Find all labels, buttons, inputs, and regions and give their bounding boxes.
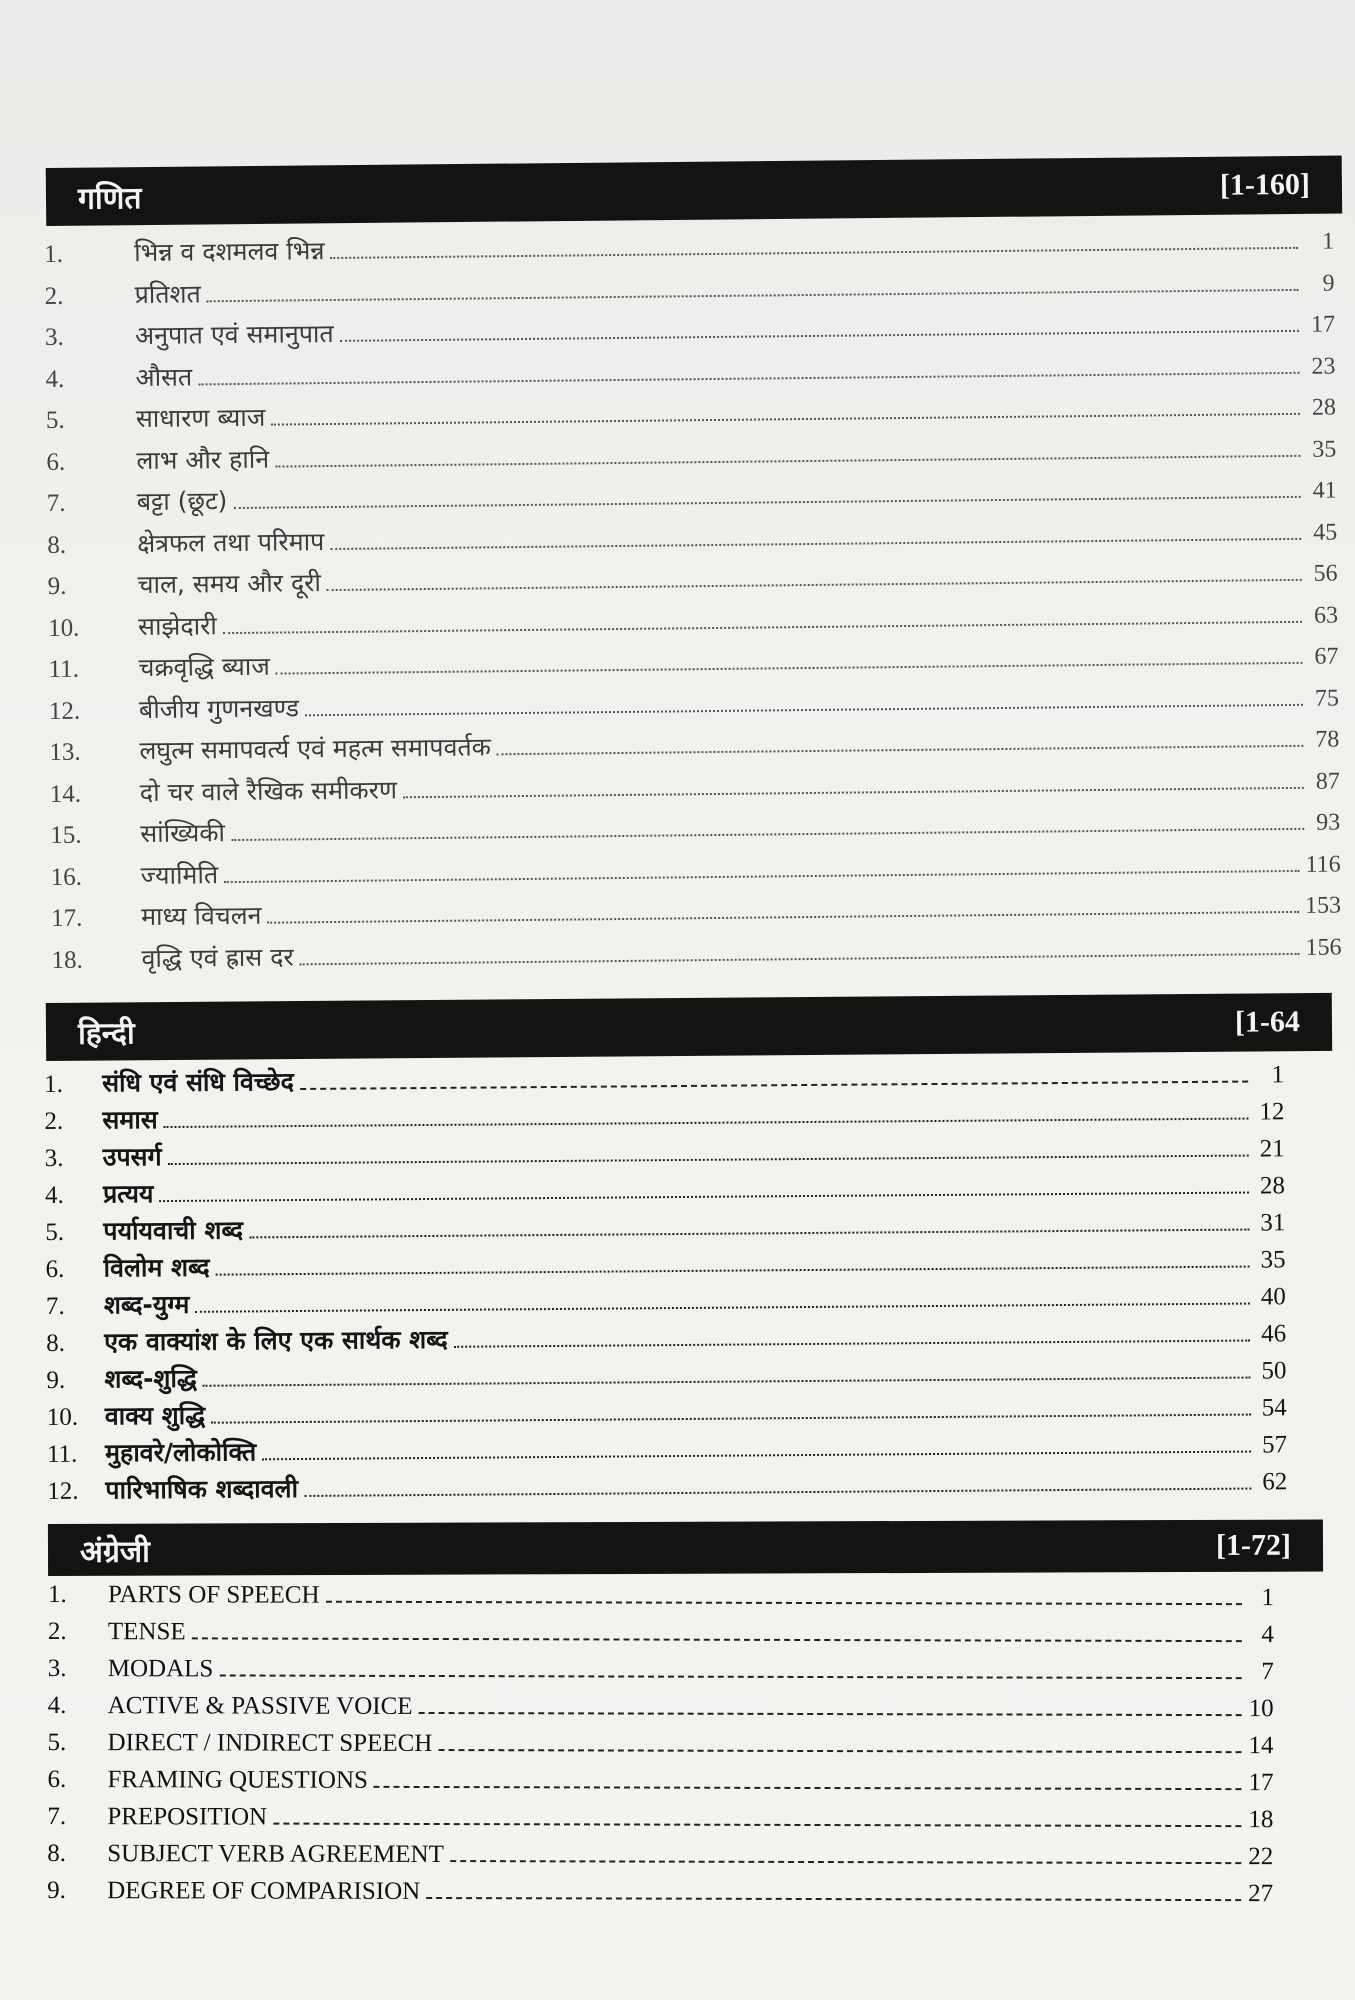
dot-leader — [374, 1786, 1242, 1790]
entry-title: उपसर्ग — [102, 1142, 162, 1172]
entry-title: सांख्यिकी — [140, 818, 226, 849]
entry-page-number: 67 — [1314, 643, 1339, 670]
entry-number: 15. — [50, 821, 82, 849]
entry-page-number: 21 — [1259, 1135, 1285, 1163]
entry-title: TENSE — [107, 1618, 186, 1646]
entry-title: समास — [102, 1105, 158, 1135]
page-range: [1-72] — [1215, 1528, 1292, 1562]
section-title: गणित — [77, 180, 142, 217]
entry-page-number: 62 — [1262, 1468, 1288, 1496]
entry-number: 7. — [45, 1292, 65, 1320]
dot-leader — [438, 1749, 1241, 1753]
entry-number: 10. — [46, 1403, 79, 1431]
section-title: हिन्दी — [77, 1015, 135, 1052]
entry-page-number: 1 — [1321, 228, 1335, 255]
entry-number: 5. — [45, 1218, 65, 1246]
toc-entry — [48, 1655, 1274, 1695]
dot-leader — [192, 1637, 1242, 1642]
entry-page-number: 57 — [1261, 1431, 1288, 1459]
toc-entry — [47, 1803, 1273, 1843]
entry-title: लाभ और हानि — [136, 444, 270, 475]
toc-entry — [48, 1618, 1274, 1658]
entry-title: माध्य विचलन — [140, 900, 262, 932]
entry-number: 8. — [47, 531, 67, 559]
dot-leader — [454, 1340, 1250, 1348]
entry-title: MODALS — [107, 1655, 214, 1683]
dot-leader — [300, 952, 1300, 964]
entry-title: क्षेत्रफल तथा परिमाप — [137, 526, 325, 558]
entry-number: 2. — [44, 282, 64, 310]
entry-page-number: 41 — [1312, 477, 1337, 504]
entry-page-number: 46 — [1261, 1320, 1287, 1348]
dot-leader — [273, 1823, 1241, 1828]
entry-number: 2. — [47, 1617, 67, 1646]
entry-page-number: 35 — [1312, 435, 1337, 463]
dot-leader — [327, 579, 1302, 591]
dot-leader — [211, 1414, 1251, 1424]
entry-page-number: 27 — [1248, 1880, 1274, 1908]
entry-page-number: 54 — [1261, 1394, 1287, 1422]
entry-number: 16. — [50, 863, 83, 891]
entry-page-number: 1 — [1271, 1061, 1285, 1089]
entry-page-number: 35 — [1260, 1246, 1286, 1274]
entry-title: प्रत्यय — [102, 1179, 154, 1209]
dot-leader — [216, 1266, 1250, 1276]
dot-leader — [160, 1192, 1249, 1203]
entry-number: 3. — [47, 1654, 67, 1683]
entry-page-number: 156 — [1305, 933, 1342, 961]
dot-leader — [450, 1860, 1241, 1864]
entry-title: पर्यायवाची शब्द — [103, 1215, 244, 1246]
entry-page-number: 23 — [1311, 352, 1336, 380]
entry-number: 3. — [44, 323, 64, 351]
dot-leader — [426, 1897, 1241, 1901]
entry-number: 18. — [51, 946, 83, 974]
entry-page-number: 17 — [1310, 311, 1336, 338]
dot-leader — [305, 703, 1303, 715]
entry-title: बट्टा (छूट) — [136, 486, 228, 517]
entry-title: मुहावरे/लोकोक्ति — [104, 1437, 257, 1468]
entry-title: DEGREE OF COMPARISION — [107, 1877, 421, 1905]
toc-list-hindi — [44, 1056, 1287, 1510]
dot-leader — [207, 288, 1299, 301]
entry-page-number: 153 — [1304, 892, 1342, 919]
dot-leader — [262, 1451, 1251, 1461]
entry-page-number: 31 — [1260, 1209, 1286, 1237]
entry-title: लघुत्म समापवर्त्य एवं महत्म समापवर्तक — [139, 732, 491, 766]
dot-leader — [233, 496, 1300, 509]
entry-page-number: 9 — [1322, 269, 1335, 297]
entry-number: 9. — [47, 572, 67, 600]
dot-leader — [268, 911, 1300, 924]
entry-page-number: 22 — [1248, 1843, 1274, 1871]
entry-page-number: 28 — [1311, 394, 1337, 421]
toc-entry — [48, 1692, 1274, 1732]
toc-entry — [47, 1766, 1273, 1806]
entry-number: 2. — [44, 1107, 64, 1135]
dot-leader — [271, 413, 1300, 426]
page-range: [1-160] — [1219, 167, 1311, 202]
entry-number: 7. — [47, 1802, 67, 1831]
entry-title: बीजीय गुणनखण्ड — [138, 692, 300, 724]
entry-number: 5. — [45, 406, 65, 434]
dot-leader — [300, 1081, 1248, 1090]
entry-number: 6. — [46, 448, 66, 476]
entry-page-number: 4 — [1261, 1621, 1274, 1649]
dot-leader — [219, 1674, 1241, 1679]
toc-entry — [47, 1877, 1273, 1917]
entry-page-number: 14 — [1248, 1732, 1274, 1760]
section-header-hindi — [46, 993, 1332, 1061]
entry-page-number: 7 — [1261, 1658, 1274, 1686]
entry-page-number: 28 — [1259, 1172, 1286, 1200]
entry-title: ACTIVE & PASSIVE VOICE — [107, 1692, 413, 1720]
entry-number: 3. — [44, 1144, 64, 1172]
entry-title: विलोम शब्द — [103, 1252, 210, 1283]
entry-number: 4. — [45, 365, 65, 393]
entry-title: DIRECT / INDIRECT SPEECH — [107, 1729, 433, 1758]
entry-page-number: 10 — [1248, 1695, 1274, 1723]
entry-page-number: 18 — [1248, 1806, 1274, 1834]
dot-leader — [198, 371, 1299, 385]
entry-number: 9. — [46, 1366, 66, 1394]
toc-entry — [48, 1729, 1274, 1769]
entry-number: 4. — [47, 1691, 67, 1720]
entry-number: 5. — [47, 1728, 67, 1757]
entry-title: शब्द-शुद्धि — [104, 1363, 198, 1394]
entry-page-number: 78 — [1315, 726, 1340, 753]
entry-page-number: 45 — [1313, 518, 1338, 546]
entry-number: 17. — [51, 904, 83, 932]
dot-leader — [223, 620, 1302, 633]
entry-number: 13. — [49, 738, 81, 766]
toc-entry — [48, 1581, 1274, 1621]
section-title: अंग्रेजी — [79, 1534, 150, 1570]
entry-number: 6. — [47, 1765, 67, 1794]
entry-number: 12. — [48, 697, 81, 725]
dot-leader — [231, 828, 1304, 841]
entry-title: दो चर वाले रैखिक समीकरण — [139, 774, 398, 807]
entry-number: 1. — [44, 1070, 64, 1098]
entry-page-number: 93 — [1316, 809, 1341, 836]
entry-title: पारिभाषिक शब्दावली — [105, 1474, 299, 1505]
dot-leader — [331, 247, 1299, 259]
entry-title: साझेदारी — [137, 610, 217, 641]
entry-title: प्रतिशत — [134, 278, 201, 309]
entry-page-number: 56 — [1313, 560, 1338, 587]
entry-page-number: 1 — [1261, 1584, 1274, 1612]
entry-page-number: 116 — [1305, 850, 1341, 878]
entry-title: एक वाक्यांश के लिए एक सार्थक शब्द — [104, 1324, 448, 1357]
entry-number: 8. — [46, 1329, 66, 1357]
entry-number: 1. — [47, 1581, 67, 1609]
entry-title: वाक्य शुद्धि — [104, 1400, 206, 1431]
entry-title: संधि एवं संधि विच्छेद — [102, 1067, 294, 1098]
entry-page-number: 40 — [1260, 1283, 1286, 1311]
entry-number: 8. — [47, 1839, 67, 1868]
entry-title: PARTS OF SPEECH — [107, 1581, 320, 1609]
entry-number: 6. — [45, 1255, 65, 1283]
toc-list-angrezi — [47, 1581, 1274, 1917]
toc-list-ganit — [44, 222, 1342, 982]
entry-title: शब्द-युग्म — [103, 1289, 190, 1320]
entry-number: 14. — [49, 780, 82, 808]
dot-leader — [195, 1303, 1250, 1313]
entry-page-number: 87 — [1315, 767, 1340, 795]
dot-leader — [304, 1488, 1251, 1497]
entry-number: 12. — [47, 1477, 79, 1505]
dot-leader — [340, 330, 1299, 342]
entry-page-number: 17 — [1248, 1769, 1274, 1797]
entry-title: वृद्धि एवं ह्रास दर — [141, 941, 294, 973]
entry-page-number: 12 — [1259, 1098, 1285, 1126]
entry-title: ज्यामिति — [140, 859, 219, 890]
dot-leader — [275, 454, 1300, 467]
entry-page-number: 75 — [1314, 684, 1340, 712]
dot-leader — [497, 745, 1304, 755]
entry-title: अनुपात एवं समानुपात — [134, 318, 334, 351]
entry-page-number: 63 — [1313, 601, 1339, 629]
entry-number: 10. — [47, 614, 80, 642]
section-header-ganit — [46, 156, 1342, 226]
dot-leader — [403, 786, 1304, 797]
entry-title: FRAMING QUESTIONS — [107, 1766, 368, 1794]
entry-number: 11. — [48, 655, 80, 683]
dot-leader — [326, 1601, 1242, 1605]
dot-leader — [203, 1377, 1251, 1387]
entry-number: 1. — [44, 240, 64, 268]
dot-leader — [164, 1118, 1249, 1129]
dot-leader — [168, 1155, 1249, 1165]
entry-number: 11. — [46, 1440, 78, 1468]
dot-leader — [330, 537, 1301, 549]
entry-page-number: 50 — [1261, 1357, 1287, 1385]
page-range: [1-64 — [1234, 1005, 1301, 1039]
dot-leader — [276, 662, 1303, 675]
dot-leader — [249, 1229, 1249, 1239]
entry-title: चक्रवृद्धि ब्याज — [138, 651, 270, 683]
entry-title: साधारण ब्याज — [135, 402, 266, 434]
entry-number: 9. — [47, 1876, 66, 1905]
entry-title: SUBJECT VERB AGREEMENT — [107, 1840, 444, 1869]
dot-leader — [419, 1712, 1242, 1716]
entry-number: 4. — [44, 1181, 64, 1209]
entry-title: भिन्न व दशमलव भिन्न — [134, 236, 325, 268]
toc-entry — [47, 1840, 1273, 1880]
section-header-angrezi — [48, 1520, 1323, 1576]
entry-number: 7. — [46, 489, 66, 517]
entry-title: PREPOSITION — [107, 1803, 268, 1831]
entry-title: चाल, समय और दूरी — [137, 568, 322, 600]
entry-title: औसत — [135, 361, 193, 392]
dot-leader — [224, 869, 1299, 882]
